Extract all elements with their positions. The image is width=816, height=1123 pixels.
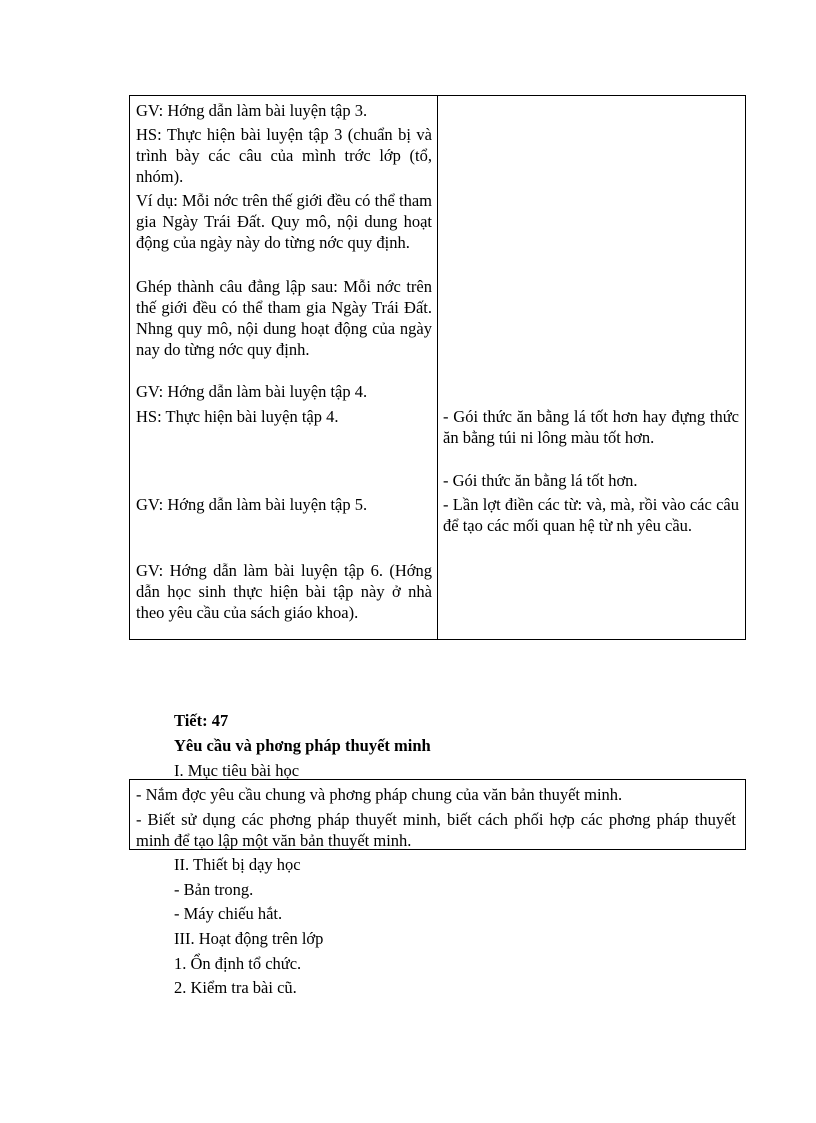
table-cell-left: GV: Hớng dẫn làm bài luyện tập 3. <box>136 101 368 120</box>
equipment-item: - Bản trong. <box>174 880 254 899</box>
activity-step: 2. Kiểm tra bài cũ. <box>174 978 297 997</box>
activity-step: 1. Ổn định tổ chức. <box>174 954 302 973</box>
objective-item: - Nắm đợc yêu cầu chung và phơng pháp chung của văn bản thuyết minh. <box>136 785 623 804</box>
table-cell-right: - Lần lợt điền các từ: và, mà, rồi vào các câu để tạo các mối quan hệ từ nh yêu cầu. <box>443 495 739 535</box>
table-cell-left: GV: Hớng dẫn làm bài luyện tập 6. (Hớng dẫn học sinh thực hiện bài tập này ở nhà theo yêu cầu của sách giáo khoa). <box>136 561 432 622</box>
table-cell-right: - Gói thức ăn bằng lá tốt hơn hay đựng thức ăn bằng túi ni lông màu tốt hơn. <box>443 407 739 447</box>
lesson-title: Yêu cầu và phơng pháp thuyết minh <box>174 736 431 755</box>
section-heading-objectives: I. Mục tiêu bài học <box>174 761 300 780</box>
table-cell-left: Ví dụ: Mỗi nớc trên thế giới đều có thể tham gia Ngày Trái Đất. Quy mô, nội dung hoạt động của ngày này do từng nớc quy định. <box>136 191 432 252</box>
section-heading-activities: III. Hoạt động trên lớp <box>174 929 324 948</box>
equipment-item: - Máy chiếu hắt. <box>174 904 283 923</box>
table-cell-left: GV: Hớng dẫn làm bài luyện tập 5. <box>136 495 368 514</box>
table-cell-left: HS: Thực hiện bài luyện tập 3 (chuẩn bị và trình bày các câu của mình trớc lớp (tổ, nhóm). <box>136 125 432 186</box>
objectives-box <box>129 779 746 850</box>
table-cell-left: GV: Hớng dẫn làm bài luyện tập 4. <box>136 382 368 401</box>
lesson-period: Tiết: 47 <box>174 711 229 730</box>
section-heading-equipment: II. Thiết bị dạy học <box>174 855 301 874</box>
table-cell-left: HS: Thực hiện bài luyện tập 4. <box>136 407 339 426</box>
table-cell-left: Ghép thành câu đẳng lập sau: Mỗi nớc trên thế giới đều có thể tham gia Ngày Trái Đất. Nhng quy mô, nội dung hoạt động của ngày nay do từng nớc quy định. <box>136 277 432 359</box>
table-cell-right: - Gói thức ăn bằng lá tốt hơn. <box>443 471 638 490</box>
table-column-divider <box>437 96 438 639</box>
objective-item: - Biết sử dụng các phơng pháp thuyết minh, biết cách phối hợp các phơng pháp thuyết minh để tạo lập một văn bản thuyết minh. <box>136 810 736 850</box>
exercise-table <box>129 95 746 640</box>
